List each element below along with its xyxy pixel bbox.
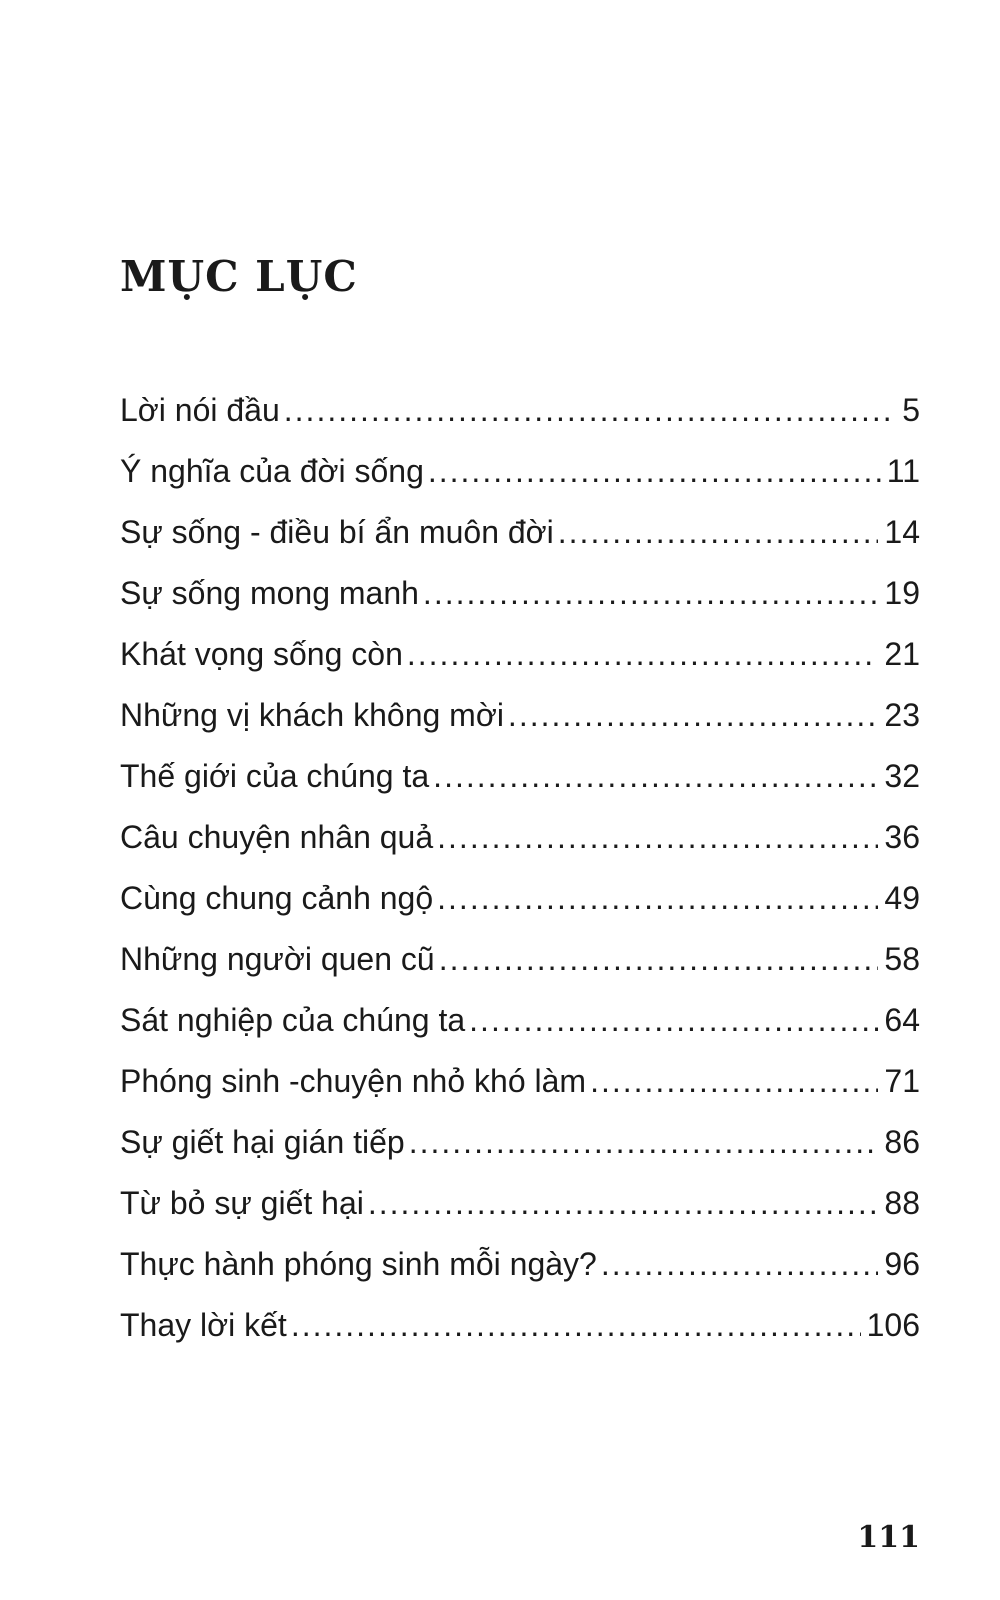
toc-entry-page: 71 [884,1063,920,1099]
toc-entry-title: Khát vọng sống còn [120,636,403,672]
toc-entry-page: 32 [884,758,920,794]
dot-leader [407,636,879,673]
dot-leader [291,1307,861,1344]
toc-entry-title: Ý nghĩa của đời sống [120,453,424,489]
toc-entry[interactable] [120,697,920,758]
page-number: 111 [857,1520,920,1555]
dot-leader [439,941,879,978]
toc-entry[interactable] [120,758,920,819]
toc-entry-title: Từ bỏ sự giết hại [120,1185,364,1221]
toc-entry-title: Sự sống mong manh [120,575,419,611]
toc-entry-title: Những người quen cũ [120,941,435,977]
toc-entry-page: 23 [884,697,920,733]
dot-leader [368,1185,879,1222]
toc-entry-title: Sự sống - điều bí ẩn muôn đời [120,514,554,550]
toc-entry[interactable] [120,575,920,636]
toc-entry-page: 21 [884,636,920,672]
toc-entry[interactable] [120,1307,920,1368]
toc-entry-page: 88 [884,1185,920,1221]
toc-entry-title: Cùng chung cảnh ngộ [120,880,434,916]
toc-entry-title: Thế giới của chúng ta [120,758,430,794]
toc-entry-page: 36 [884,819,920,855]
toc-entry-title: Sự giết hại gián tiếp [120,1124,405,1160]
toc-entry[interactable] [120,1185,920,1246]
dot-leader [437,819,878,856]
toc-entry-page: 64 [884,1002,920,1038]
toc-entry-title: Những vị khách không mời [120,697,504,733]
toc-entry-title: Thực hành phóng sinh mỗi ngày? [120,1246,597,1282]
toc-entry[interactable] [120,392,920,453]
dot-leader [284,392,896,429]
toc-entry-page: 14 [884,514,920,550]
dot-leader [469,1002,878,1039]
toc-entry-page: 49 [884,880,920,916]
dot-leader [590,1063,878,1100]
toc-entry-title: Phóng sinh -chuyện nhỏ khó làm [120,1063,587,1099]
toc-entry-page: 106 [866,1307,920,1343]
toc-entry[interactable] [120,514,920,575]
toc-entry[interactable] [120,941,920,1002]
dot-leader [409,1124,879,1161]
dot-leader [437,880,878,917]
toc-entry-page: 58 [884,941,920,977]
toc-entry[interactable] [120,819,920,880]
dot-leader [558,514,879,551]
page-title: MỤC LỤC [120,252,358,301]
dot-leader [428,453,881,490]
toc-entry[interactable] [120,1002,920,1063]
toc-entry[interactable] [120,880,920,941]
toc-entry[interactable] [120,453,920,514]
toc-entry-page: 5 [902,392,920,428]
toc-entry-page: 19 [884,575,920,611]
table-of-contents [120,392,920,1368]
dot-leader [433,758,878,795]
toc-entry-page: 86 [884,1124,920,1160]
dot-leader [601,1246,879,1283]
toc-entry-title: Thay lời kết [120,1307,287,1343]
toc-entry-title: Câu chuyện nhân quả [120,819,434,855]
toc-entry[interactable] [120,1063,920,1124]
toc-entry[interactable] [120,636,920,697]
toc-entry[interactable] [120,1124,920,1185]
toc-entry-page: 96 [884,1246,920,1282]
toc-entry-title: Lời nói đầu [120,392,280,428]
dot-leader [508,697,878,734]
toc-entry-page: 11 [886,453,920,489]
dot-leader [423,575,878,612]
toc-entry[interactable] [120,1246,920,1307]
toc-entry-title: Sát nghiệp của chúng ta [120,1002,466,1038]
